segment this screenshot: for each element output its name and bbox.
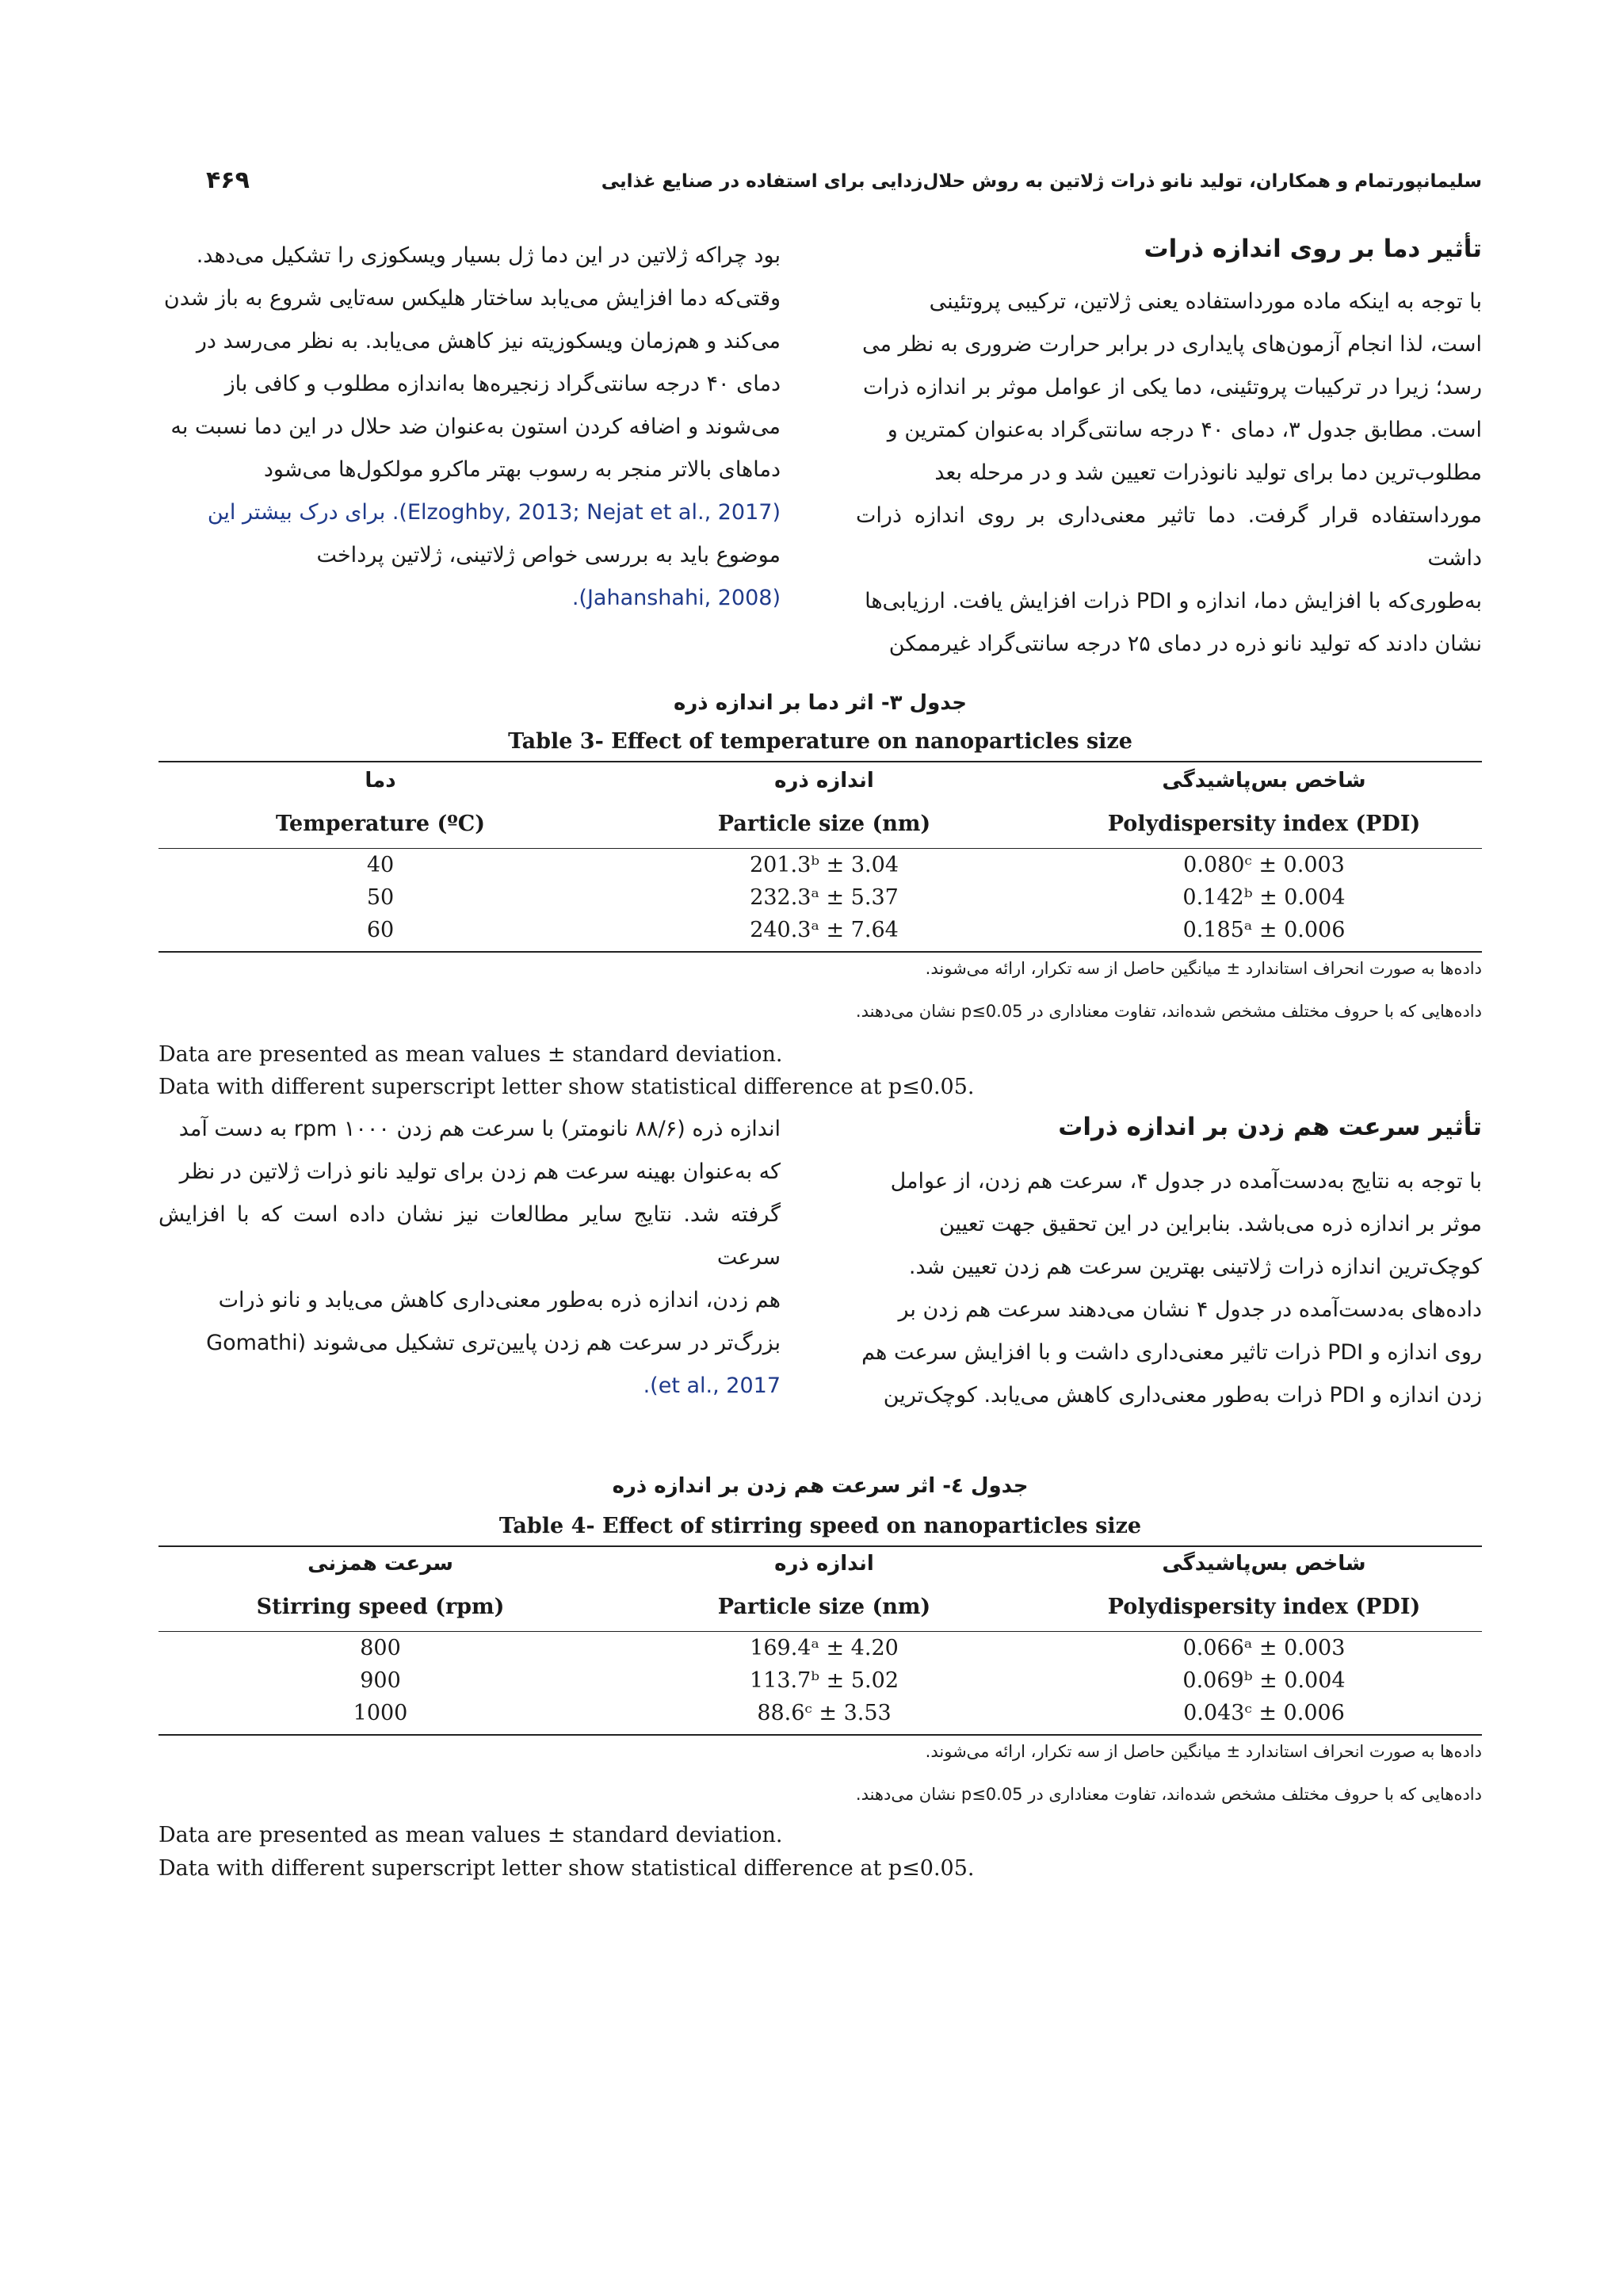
paragraph-line: است، لذا انجام آزمون‌های پایداری در برابر حرارت ضروری به نظر می — [861, 332, 1482, 357]
section2-left-column — [158, 1108, 781, 1408]
table3-cell: 240.3ᵃ ± 7.64 — [750, 918, 899, 942]
table4-bottom-rule — [158, 1734, 1482, 1736]
table4-caption-en: Table 4- Effect of stirring speed on nanoparticles size — [498, 1514, 1142, 1538]
paragraph-line: موثر بر اندازه ذره می‌باشد. بنابراین در این تحقیق جهت تعیین — [938, 1212, 1482, 1236]
section1-right-column — [856, 281, 1482, 666]
table3-cell: 0.142ᵇ ± 0.004 — [1182, 885, 1346, 910]
table4-header-rule — [158, 1631, 1482, 1632]
table4-cell: 800 — [360, 1636, 401, 1660]
running-title: سلیمانپورتمام و همکاران، تولید نانو ذرات ژلاتین به روش حلال‌زدایی برای استفاده در صنایع غذایی — [601, 171, 1482, 192]
table4-cell: 1000 — [353, 1701, 408, 1725]
table3-top-rule — [158, 761, 1482, 762]
table3-note-fa-1: داده‌ها به صورت انحراف استاندارد ± میانگین حاصل از سه تکرار، ارائه می‌شوند. — [925, 959, 1482, 978]
section-heading-temperature: تأثیر دما بر روی اندازه ذرات — [1144, 235, 1482, 263]
paragraph-line: نشان دادند که تولید نانو ذره در دمای ۲۵ درجه سانتی‌گراد غیرممکن — [888, 632, 1482, 656]
table4-cell: 900 — [360, 1668, 401, 1693]
paragraph-line: رسد؛ زیرا در ترکیبات پروتئینی، دما یکی از عوامل موثر بر اندازه ذرات — [863, 375, 1482, 399]
table3-header-en-col2: Particle size (nm) — [717, 812, 931, 836]
table4-header-en-col1: Stirring speed (rpm) — [256, 1595, 505, 1619]
paragraph-line: است. مطابق جدول ۳، دمای ۴۰ درجه سانتی‌گراد به‌عنوان کمترین و — [887, 418, 1482, 442]
table4-note-en-2: Data with different superscript letter show statistical difference at p≤0.05. — [158, 1856, 975, 1881]
paragraph-line: روی اندازه و PDI ذرات تاثیر معنی‌داری داشت و با افزایش سرعت هم — [861, 1340, 1482, 1365]
table3-caption-en: Table 3- Effect of temperature on nanoparticles size — [508, 729, 1132, 754]
table4-cell: 0.069ᵇ ± 0.004 — [1182, 1668, 1346, 1693]
table4-header-fa-col2: اندازه ذره — [774, 1552, 874, 1576]
table3-header-fa-col1: دما — [365, 769, 396, 793]
table3-header-fa-col3: شاخص بس‌پاشیدگی — [1162, 769, 1366, 793]
paragraph-line: که به‌عنوان بهینه سرعت هم زدن برای تولید نانو ذرات ژلاتین در نظر — [179, 1159, 781, 1184]
paragraph-line: دمای ۴۰ درجه سانتی‌گراد زنجیره‌ها به‌اندازه مطلوب و کافی باز — [224, 372, 781, 396]
paragraph-line: به‌طوری‌که با افزایش دما، اندازه و PDI ذرات افزایش یافت. ارزیابی‌ها — [865, 589, 1482, 613]
table4-note-fa-1: داده‌ها به صورت انحراف استاندارد ± میانگین حاصل از سه تکرار، ارائه می‌شوند. — [925, 1742, 1482, 1761]
table3-cell: 0.185ᵃ ± 0.006 — [1182, 918, 1346, 942]
paragraph-line: وقتی‌که دما افزایش می‌یابد ساختار هلیکس سه‌تایی شروع به باز شدن — [163, 286, 781, 311]
table3-header-rule — [158, 848, 1482, 849]
paragraph-line citation-line: بزرگ‌تر در سرعت هم زدن پایین‌تری تشکیل می‌شوند (Gomathi — [206, 1331, 781, 1355]
paragraph-line: کوچک‌ترین اندازه ذرات ژلاتینی بهترین سرعت هم زدن تعیین شد. — [908, 1255, 1482, 1279]
table3-header-en-col1: Temperature (ºC) — [276, 812, 485, 836]
table4-header-fa-col3: شاخص بس‌پاشیدگی — [1162, 1552, 1366, 1576]
paragraph-line: با توجه به نتایج به‌دست‌آمده در جدول ۴، سرعت هم زدن، از عوامل — [890, 1169, 1482, 1194]
paragraph-line: داده‌های به‌دست‌آمده در جدول ۴ نشان می‌دهند سرعت هم زدن بر — [898, 1297, 1482, 1322]
table4-top-rule — [158, 1545, 1482, 1547]
table4-cell: 0.043ᶜ ± 0.006 — [1183, 1701, 1345, 1725]
paragraph-line: گرفته شد. نتایج سایر مطالعات نیز نشان داده است که با افزایش سرعت — [158, 1202, 781, 1270]
paragraph-line: می‌کند و هم‌زمان ویسکوزیته نیز کاهش می‌یابد. به نظر می‌رسد در — [196, 329, 781, 353]
table3-header-fa-col2: اندازه ذره — [774, 769, 874, 793]
table4-header-fa-col1: سرعت همزنی — [307, 1552, 453, 1576]
table4-cell: 0.066ᵃ ± 0.003 — [1182, 1636, 1346, 1660]
table3-cell: 40 — [366, 853, 395, 877]
table4-cell: 169.4ᵃ ± 4.20 — [750, 1636, 899, 1660]
paragraph-line: دماهای بالاتر منجر به رسوب بهتر ماکرو مولکول‌ها می‌شود — [263, 457, 781, 482]
paragraph-line citation-line: (Elzoghby, 2013; Nejat et al., 2017). برای درک بیشتر این — [207, 500, 781, 525]
running-header — [158, 166, 1482, 206]
paragraph-line: هم زدن، اندازه ذره به‌طور معنی‌داری کاهش می‌یابد و نانو ذرات — [218, 1288, 781, 1312]
paragraph-line: با توجه به اینکه ماده مورداستفاده یعنی ژلاتین، ترکیبی پروتئینی — [929, 289, 1482, 314]
section-heading-stirring: تأثیر سرعت هم زدن بر اندازه ذرات — [1058, 1113, 1482, 1141]
table3-bottom-rule — [158, 951, 1482, 953]
table4-header-en-col3: Polydispersity index (PDI) — [1107, 1595, 1421, 1619]
paragraph-line: می‌شوند و اضافه کردن استون به‌عنوان ضد حلال در این دما نسبت به — [170, 415, 781, 439]
table3-note-en-2: Data with different superscript letter show statistical difference at p≤0.05. — [158, 1075, 975, 1099]
page-number: ۴۶۹ — [206, 166, 250, 194]
table4-cell: 113.7ᵇ ± 5.02 — [750, 1668, 899, 1693]
paragraph-line: مطلوب‌ترین دما برای تولید نانوذرات تعیین شد و در مرحله بعد — [934, 460, 1482, 485]
table3-caption-fa: جدول ۳- اثر دما بر اندازه ذره — [673, 691, 968, 715]
paragraph-line: موضوع باید به بررسی خواص ژلاتینی، ژلاتین پرداخت — [316, 543, 781, 567]
table4-note-fa-2: داده‌هایی که با حروف مختلف مشخص شده‌اند، تفاوت معناداری در p≤0.05 نشان می‌دهند. — [855, 1785, 1482, 1804]
paragraph-line citation-line: et al., 2017). — [643, 1373, 781, 1398]
paragraph-line: مورداستفاده قرار گرفت. دما تاثیر معنی‌داری بر روی اندازه ذرات داشت — [856, 503, 1482, 571]
table3-cell: 60 — [366, 918, 395, 942]
table3-header-en-col3: Polydispersity index (PDI) — [1107, 812, 1421, 836]
paragraph-line: اندازه ذره (۸۸/۶ نانومتر) با سرعت هم زدن rpm ۱۰۰۰ به دست آمد — [178, 1117, 781, 1141]
table3-cell: 232.3ᵃ ± 5.37 — [750, 885, 899, 910]
table4-note-en-1: Data are presented as mean values ± standard deviation. — [158, 1823, 783, 1847]
table3-note-en-1: Data are presented as mean values ± standard deviation. — [158, 1042, 783, 1067]
table3-cell: 201.3ᵇ ± 3.04 — [750, 853, 899, 877]
table3-cell: 50 — [366, 885, 395, 910]
section2-right-column — [856, 1160, 1482, 1417]
section1-left-column — [158, 235, 781, 620]
table3-cell: 0.080ᶜ ± 0.003 — [1183, 853, 1345, 877]
paragraph-line: زدن اندازه و PDI ذرات به‌طور معنی‌داری کاهش می‌یابد. کوچک‌ترین — [883, 1383, 1482, 1408]
table4-header-en-col2: Particle size (nm) — [717, 1595, 931, 1619]
paragraph-line: بود چراکه ژلاتین در این دما ژل بسیار ویسکوزی را تشکیل می‌دهد. — [196, 243, 781, 268]
paragraph-line citation-line: (Jahanshahi, 2008). — [571, 586, 781, 610]
table4-cell: 88.6ᶜ ± 3.53 — [757, 1701, 892, 1725]
table3-note-fa-2: داده‌هایی که با حروف مختلف مشخص شده‌اند، تفاوت معناداری در p≤0.05 نشان می‌دهند. — [855, 1002, 1482, 1021]
table4-caption-fa: جدول ٤- اثر سرعت هم زدن بر اندازه ذره — [612, 1474, 1029, 1498]
